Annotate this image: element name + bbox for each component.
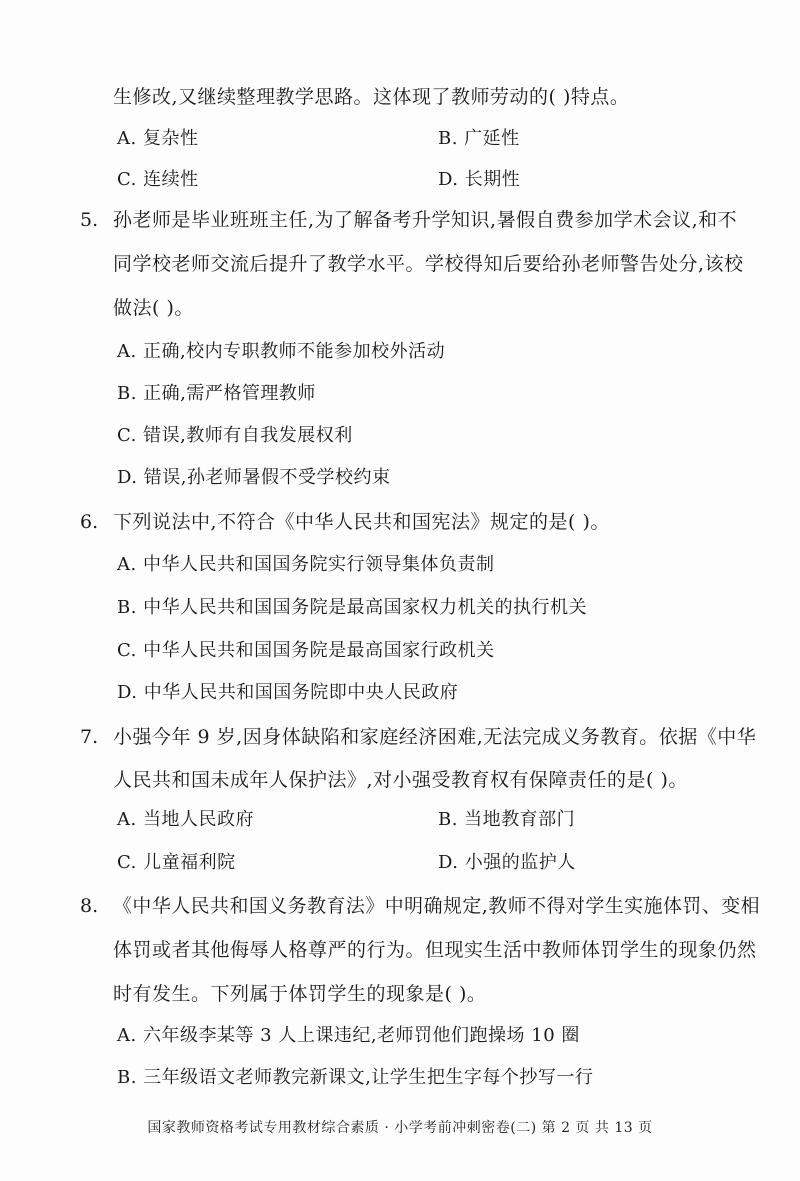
q8-stem-line2: 体罚或者其他侮辱人格尊严的行为。但现实生活中教师体罚学生的现象仍然 [113, 939, 757, 961]
q5-option-d: D. 错误,孙老师暑假不受学校约束 [117, 467, 391, 488]
q6-option-c: C. 中华人民共和国国务院是最高国家行政机关 [117, 640, 495, 661]
q7-option-c: C. 儿童福利院 [117, 852, 236, 873]
q5-stem-line2: 同学校老师交流后提升了教学水平。学校得知后要给孙老师警告处分,该校 [113, 253, 744, 275]
q5-option-b: B. 正确,需严格管理教师 [117, 383, 316, 404]
q7-option-a: A. 当地人民政府 [117, 809, 254, 830]
q5-number: 5. [80, 209, 99, 231]
q5-stem-line1: 孙老师是毕业班班主任,为了解备考升学知识,暑假自费参加学术会议,和不 [113, 209, 738, 231]
q4-option-b: B. 广延性 [438, 128, 520, 149]
q6-stem-line1: 下列说法中,不符合《中华人民共和国宪法》规定的是( )。 [113, 511, 610, 533]
q7-option-d: D. 小强的监护人 [438, 852, 576, 873]
q6-option-b: B. 中华人民共和国国务院是最高国家权力机关的执行机关 [117, 597, 588, 618]
q6-option-d: D. 中华人民共和国国务院即中央人民政府 [117, 682, 459, 703]
q7-stem-line2: 人民共和国未成年人保护法》,对小强受教育权有保障责任的是( )。 [113, 769, 688, 791]
q5-option-c: C. 错误,教师有自我发展权利 [117, 425, 353, 446]
q5-option-a: A. 正确,校内专职教师不能参加校外活动 [117, 341, 446, 362]
q8-stem-line3: 时有发生。下列属于体罚学生的现象是( )。 [113, 983, 487, 1005]
q4-option-d: D. 长期性 [438, 169, 521, 190]
q7-number: 7. [80, 726, 99, 748]
q8-option-a: A. 六年级李某等 3 人上课违纪,老师罚他们跑操场 10 圈 [117, 1025, 580, 1046]
q8-number: 8. [80, 895, 99, 917]
q7-option-b: B. 当地教育部门 [438, 809, 576, 830]
page-footer: 国家教师资格考试专用教材综合素质 · 小学考前冲刺密卷(二) 第 2 页 共 13 页 [147, 1120, 653, 1136]
q4-option-a: A. 复杂性 [117, 128, 199, 149]
q8-stem-line1: 《中华人民共和国义务教育法》中明确规定,教师不得对学生实施体罚、变相 [113, 895, 761, 917]
q5-stem-line3: 做法( )。 [113, 297, 194, 319]
q8-option-b: B. 三年级语文老师教完新课文,让学生把生字每个抄写一行 [117, 1067, 594, 1088]
q6-option-a: A. 中华人民共和国国务院实行领导集体负责制 [117, 554, 495, 575]
q4-option-c: C. 连续性 [117, 169, 199, 190]
q7-stem-line1: 小强今年 9 岁,因身体缺陷和家庭经济困难,无法完成义务教育。依据《中华 [113, 726, 757, 748]
q6-number: 6. [80, 511, 99, 533]
q4-stem-tail: 生修改,又继续整理教学思路。这体现了教师劳动的( )特点。 [113, 86, 630, 108]
